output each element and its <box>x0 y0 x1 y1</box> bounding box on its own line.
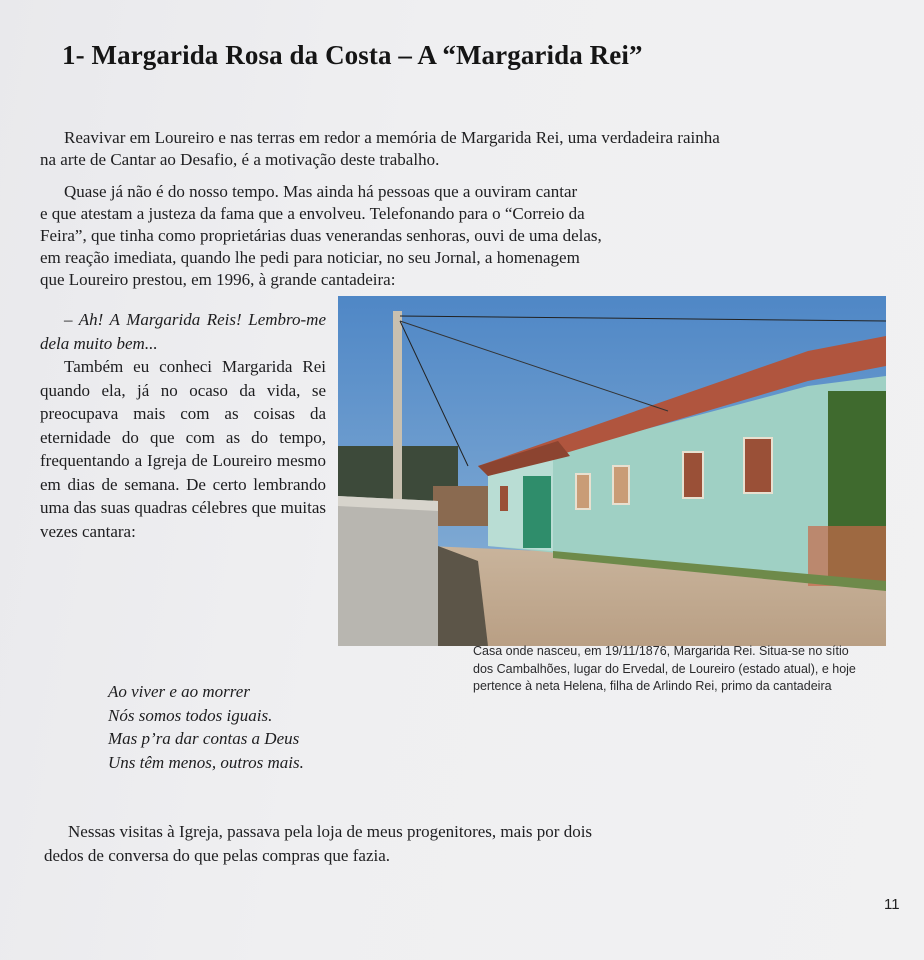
memory-paragraph: Também eu conheci Margarida Rei quando ela, já no ocaso da vida, se preocupava mais com as coisas da eternidade do que com as do tempo, frequentando a Igreja de Loureiro mesmo em dias de semana. De certo lembrando uma das suas quadras célebres que muitas vezes cantara: <box>40 357 326 541</box>
quoted-speech: – Ah! A Margarida Reis! Lembro-me dela muito bem... <box>40 310 326 353</box>
quatrain-verse <box>108 680 304 774</box>
intro-text: Reavivar em Loureiro e nas terras em redor a memória de Margarida Rei, uma verdadeira rainha na arte de Cantar ao Desafio, é a motivação deste trabalho. <box>40 128 720 169</box>
paragraph-line: e que atestam a justeza da fama que a envolveu. Telefonando para o “Correio da <box>40 204 585 223</box>
verse-line: Nós somos todos iguais. <box>108 705 273 725</box>
verse-line: Uns têm menos, outros mais. <box>108 752 304 772</box>
paragraph-line: em reação imediata, quando lhe pedi para noticiar, no seu Jornal, a homenagem <box>40 248 580 267</box>
caption-line: dos Cambalhões, lugar do Ervedal, de Loureiro (estado atual), e hoje <box>473 661 856 676</box>
wrapped-text-column <box>40 308 326 543</box>
verse-line: Ao viver e ao morrer <box>108 682 250 701</box>
verse-line: Mas p’ra dar contas a Deus <box>108 729 300 748</box>
caption-line: pertence à neta Helena, filha de Arlindo Rei, primo da cantadeira <box>473 679 832 693</box>
second-paragraph <box>40 181 720 291</box>
paragraph-line: que Loureiro prestou, em 1996, à grande cantadeira: <box>40 270 396 289</box>
paragraph-line: Nessas visitas à Igreja, passava pela loja de meus progenitores, mais por dois <box>68 822 593 841</box>
paragraph-line: dedos de conversa do que pelas compras que fazia. <box>44 846 391 865</box>
caption-line: Casa onde nasceu, em 19/11/1876, Margarida Rei. Situa-se no sítio <box>473 644 849 658</box>
photo-caption <box>473 643 873 696</box>
paragraph-line: Quase já não é do nosso tempo. Mas ainda há pessoas que a ouviram cantar <box>64 182 578 201</box>
paragraph-line: Feira”, que tinha como proprietárias duas venerandas senhoras, ouvi de uma delas, <box>40 226 602 245</box>
page-number: 11 <box>884 896 900 913</box>
chapter-title: 1- Margarida Rosa da Costa – A “Margarida Rei” <box>62 40 643 70</box>
intro-paragraph <box>40 127 720 171</box>
closing-paragraph <box>44 820 764 868</box>
house-photo <box>338 296 886 646</box>
